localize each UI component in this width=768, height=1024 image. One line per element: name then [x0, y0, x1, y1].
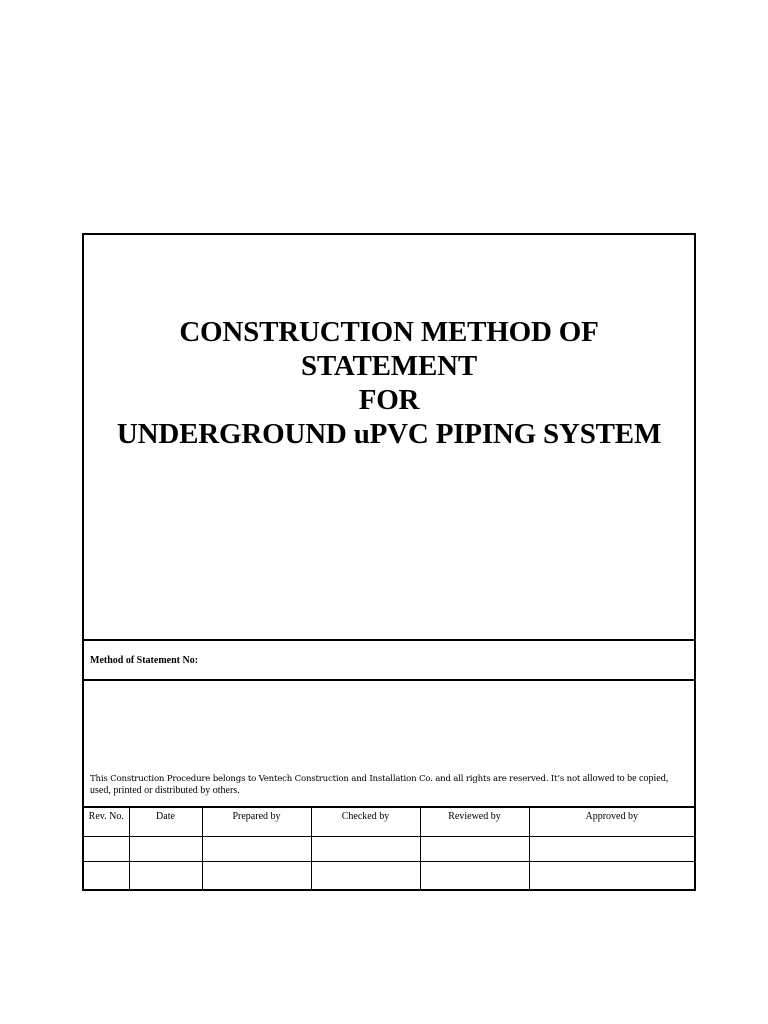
- document-title: [84, 315, 694, 451]
- revision-signature-table: [84, 808, 694, 889]
- table-header-row: [84, 808, 694, 836]
- rights-notice: [90, 773, 686, 797]
- title-block: [84, 235, 694, 641]
- rights-notice-block: [84, 681, 694, 808]
- header-approved-by: Approved by: [529, 808, 694, 836]
- table-cell: [129, 836, 202, 861]
- table-cell: [420, 836, 529, 861]
- table-cell: [529, 836, 694, 861]
- table-cell: [420, 861, 529, 889]
- header-date: Date: [129, 808, 202, 836]
- table-cell: [202, 836, 311, 861]
- cover-sheet-frame: [82, 233, 696, 891]
- header-prepared-by: Prepared by: [202, 808, 311, 836]
- table-cell: [84, 836, 129, 861]
- title-line-3: FOR: [358, 384, 420, 416]
- table-row: [84, 861, 694, 889]
- method-statement-number-label: Method of Statement No:: [90, 655, 199, 666]
- header-rev-no: Rev. No.: [84, 808, 129, 836]
- table-cell: [129, 861, 202, 889]
- header-reviewed-by: Reviewed by: [420, 808, 529, 836]
- method-statement-number-row: [84, 641, 694, 681]
- title-line-2: STATEMENT: [301, 350, 477, 382]
- table-cell: [84, 861, 129, 889]
- rights-notice-tail: allowed to be copied, used, printed or distributed by others.: [90, 773, 669, 796]
- table-cell: [202, 861, 311, 889]
- table-row: [84, 836, 694, 861]
- table-cell: [529, 861, 694, 889]
- rights-notice-lead: This Construction Procedure belongs to Ventech Construction and Installation Co. and all rights are reserved. It’s not: [90, 774, 581, 784]
- table-cell: [311, 836, 420, 861]
- header-checked-by: Checked by: [311, 808, 420, 836]
- table-cell: [311, 861, 420, 889]
- title-line-1: CONSTRUCTION METHOD OF: [179, 316, 599, 348]
- title-line-4: UNDERGROUND uPVC PIPING SYSTEM: [116, 418, 662, 450]
